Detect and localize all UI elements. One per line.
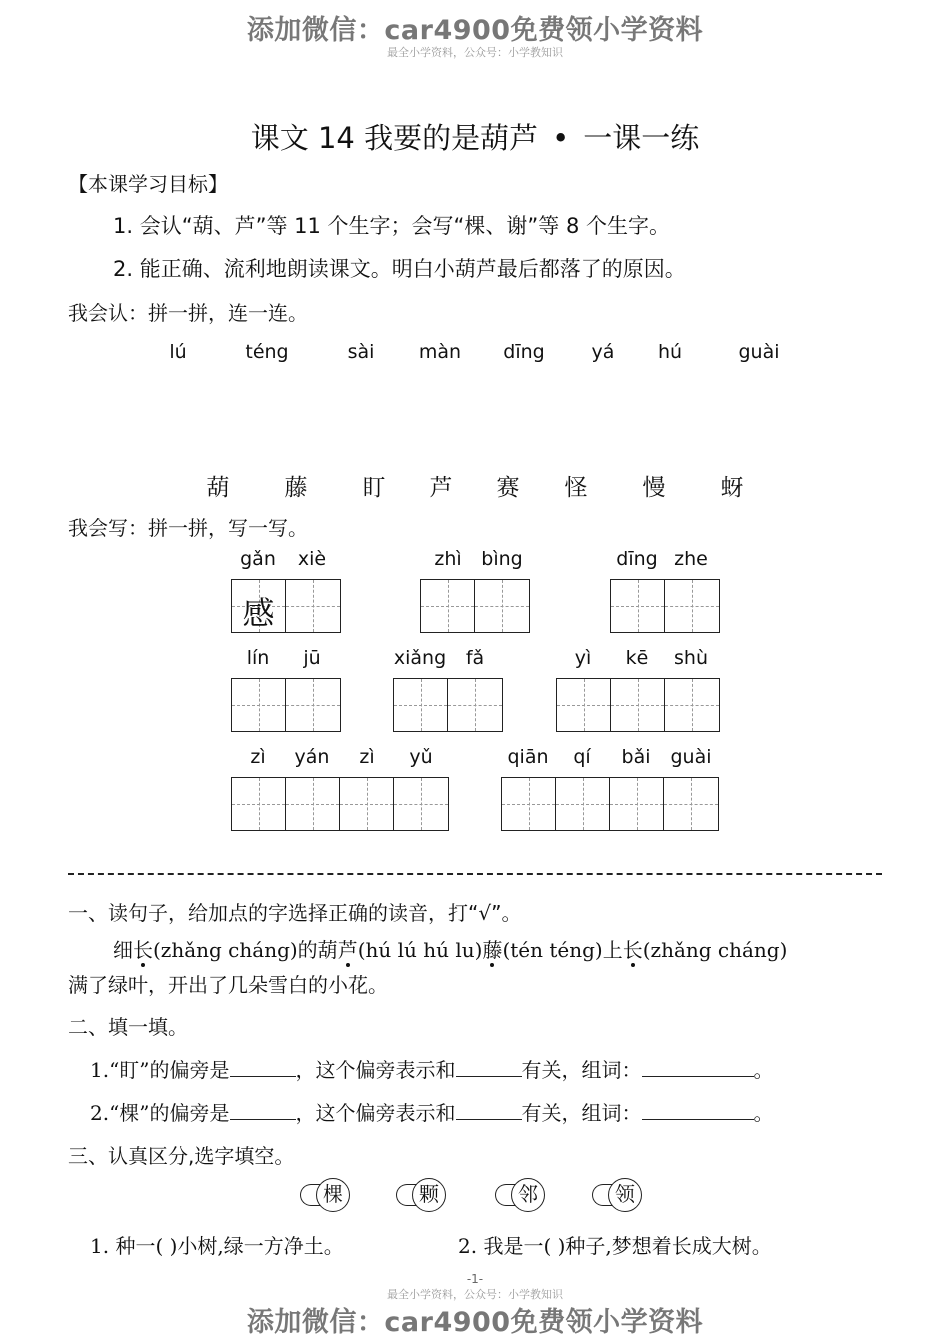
write-pinyin: yì xyxy=(574,647,592,669)
write-pinyin: yǔ xyxy=(409,746,433,768)
write-pinyin: kē xyxy=(625,647,649,669)
section3-question-1: 1. 种一( )小树,绿一方净土。 xyxy=(90,1234,344,1258)
hanzi-label: 蚜 xyxy=(720,475,744,501)
pinyin-label: hú xyxy=(657,341,683,363)
choice-char: 棵 xyxy=(316,1178,350,1212)
dotted-char: 长 xyxy=(133,938,153,962)
writing-cell[interactable] xyxy=(664,778,718,830)
watermark-bottom: 添加微信：car4900免费领小学资料 xyxy=(246,1307,704,1338)
writing-cell[interactable] xyxy=(286,679,340,731)
writing-cell[interactable] xyxy=(286,580,340,632)
writing-cell[interactable] xyxy=(394,679,448,731)
writing-grid[interactable] xyxy=(393,678,503,732)
goal-item: 1. 会认“葫、芦”等 11 个生字；会写“棵、谢”等 8 个生字。 xyxy=(113,214,671,238)
pinyin-label: lú xyxy=(169,341,187,363)
watermark-top: 添加微信：car4900免费领小学资料 xyxy=(246,15,704,46)
title-lesson: 课文 14 我要的是葫芦 xyxy=(250,121,539,155)
write-pinyin: qiān xyxy=(507,746,549,768)
write-pinyin: guài xyxy=(670,746,712,768)
pinyin-label: màn xyxy=(418,341,462,363)
writing-cell[interactable] xyxy=(611,580,665,632)
pinyin-label: yá xyxy=(591,341,615,363)
faint-footer: 最全小学资料，公众号：小学教知识 xyxy=(387,1288,563,1301)
writing-grid[interactable] xyxy=(610,579,720,633)
fill-text: 有关，组词： xyxy=(521,1058,642,1082)
writing-cell[interactable] xyxy=(448,679,502,731)
pronunciation-options[interactable]: (zhǎng cháng)的葫 xyxy=(153,938,338,962)
write-pinyin: fǎ xyxy=(465,647,485,669)
fill-text: 。 xyxy=(753,1101,774,1125)
fill-text: 2.“棵”的偏旁是 xyxy=(90,1101,230,1125)
recognize-pinyin-row xyxy=(0,341,950,367)
pinyin-label: sài xyxy=(347,341,375,363)
goals-heading: 【本课学习目标】 xyxy=(68,172,228,196)
recognize-heading: 我会认：拼一拼，连一连。 xyxy=(68,301,308,325)
page-number: -1- xyxy=(466,1272,484,1286)
fill-text: 。 xyxy=(753,1058,774,1082)
choice-char: 颗 xyxy=(412,1178,446,1212)
title-separator: • xyxy=(552,121,570,155)
writing-grid[interactable] xyxy=(420,579,530,633)
fill-text: 有关，组词： xyxy=(521,1101,642,1125)
writing-cell[interactable] xyxy=(665,679,719,731)
section1-heading: 一、读句子，给加点的字选择正确的读音，打“√”。 xyxy=(68,901,522,925)
choice-char: 领 xyxy=(608,1178,642,1212)
pinyin-label: guài xyxy=(738,341,780,363)
sentence-text: 细 xyxy=(113,938,133,962)
write-pinyin: jū xyxy=(303,647,321,669)
hanzi-label: 藤 xyxy=(284,475,308,501)
pronunciation-options[interactable]: (tén téng)上 xyxy=(502,938,623,962)
dotted-char: 长 xyxy=(622,938,643,962)
writing-grid[interactable] xyxy=(231,777,449,831)
writing-cell[interactable] xyxy=(232,679,286,731)
write-pinyin: bìng xyxy=(481,548,523,570)
writing-cell[interactable] xyxy=(394,778,448,830)
fill-text: ，这个偏旁表示和 xyxy=(295,1058,456,1082)
writing-cell[interactable] xyxy=(557,679,611,731)
writing-cell[interactable] xyxy=(286,778,340,830)
fill-text: 1.“盯”的偏旁是 xyxy=(90,1058,230,1082)
writing-cell[interactable] xyxy=(421,580,475,632)
writing-cell[interactable] xyxy=(611,679,665,731)
write-pinyin: shù xyxy=(674,647,708,669)
pronunciation-options[interactable]: (zhǎng cháng) xyxy=(642,938,788,962)
write-pinyin: qí xyxy=(573,746,591,768)
fill-item xyxy=(90,1097,774,1126)
write-pinyin: zhì xyxy=(434,548,462,570)
write-pinyin: zì xyxy=(359,746,375,768)
write-pinyin: dīng xyxy=(616,548,658,570)
hanzi-label: 赛 xyxy=(496,475,520,501)
section1-sentence-cont: 满了绿叶，开出了几朵雪白的小花。 xyxy=(68,973,388,997)
section3-heading: 三、认真区分,选字填空。 xyxy=(68,1144,295,1168)
dotted-char: 藤 xyxy=(482,938,503,962)
pinyin-label: téng xyxy=(245,341,289,363)
hanzi-label: 盯 xyxy=(362,475,386,501)
hanzi-label: 葫 xyxy=(206,475,230,501)
blank-meaning[interactable] xyxy=(456,1060,522,1077)
write-pinyin: lín xyxy=(246,647,270,669)
writing-grid[interactable] xyxy=(231,678,341,732)
faint-header: 最全小学资料，公众号：小学教知识 xyxy=(387,46,563,59)
page-title xyxy=(0,116,950,157)
write-pinyin: gǎn xyxy=(240,548,276,570)
dotted-char: 芦 xyxy=(337,938,358,962)
pronunciation-options[interactable]: (hú lú hú lu) xyxy=(357,938,483,962)
writing-grid[interactable] xyxy=(556,678,720,732)
blank-word[interactable] xyxy=(642,1060,754,1077)
writing-cell[interactable] xyxy=(665,580,719,632)
recognize-hanzi-row xyxy=(0,469,950,499)
writing-grid[interactable] xyxy=(501,777,719,831)
write-pinyin: yán xyxy=(294,746,330,768)
hanzi-label: 慢 xyxy=(642,475,666,501)
blank-radical[interactable] xyxy=(230,1060,296,1077)
write-heading: 我会写：拼一拼，写一写。 xyxy=(68,516,308,540)
section1-sentence xyxy=(113,934,787,963)
write-pinyin: xiè xyxy=(297,548,327,570)
writing-cell[interactable] xyxy=(340,778,394,830)
example-char: 感 xyxy=(242,594,275,632)
blank-word[interactable] xyxy=(642,1103,754,1120)
writing-cell[interactable] xyxy=(556,778,610,830)
hanzi-label: 怪 xyxy=(564,475,588,501)
section3-question-2: 2. 我是一( )种子,梦想着长成大树。 xyxy=(458,1234,772,1258)
title-type: 一课一练 xyxy=(583,121,700,155)
writing-grid[interactable] xyxy=(231,579,341,633)
hanzi-label: 芦 xyxy=(429,475,453,501)
writing-cell[interactable] xyxy=(232,778,286,830)
blank-radical[interactable] xyxy=(230,1103,296,1120)
writing-cell[interactable] xyxy=(610,778,664,830)
write-pinyin: bǎi xyxy=(621,746,651,768)
write-pinyin: zì xyxy=(250,746,266,768)
goal-item: 2. 能正确、流利地朗读课文。明白小葫芦最后都落了的原因。 xyxy=(113,257,686,281)
pinyin-label: dīng xyxy=(503,341,545,363)
write-pinyin: xiǎng xyxy=(393,647,447,669)
write-pinyin: zhe xyxy=(674,548,708,570)
writing-cell[interactable] xyxy=(502,778,556,830)
writing-cell[interactable] xyxy=(475,580,529,632)
choice-char: 邻 xyxy=(511,1178,545,1212)
section2-heading: 二、填一填。 xyxy=(68,1015,188,1039)
fill-text: ，这个偏旁表示和 xyxy=(295,1101,456,1125)
writing-cell[interactable] xyxy=(232,580,286,632)
section-divider xyxy=(68,873,882,875)
blank-meaning[interactable] xyxy=(456,1103,522,1120)
fill-item xyxy=(90,1054,774,1083)
